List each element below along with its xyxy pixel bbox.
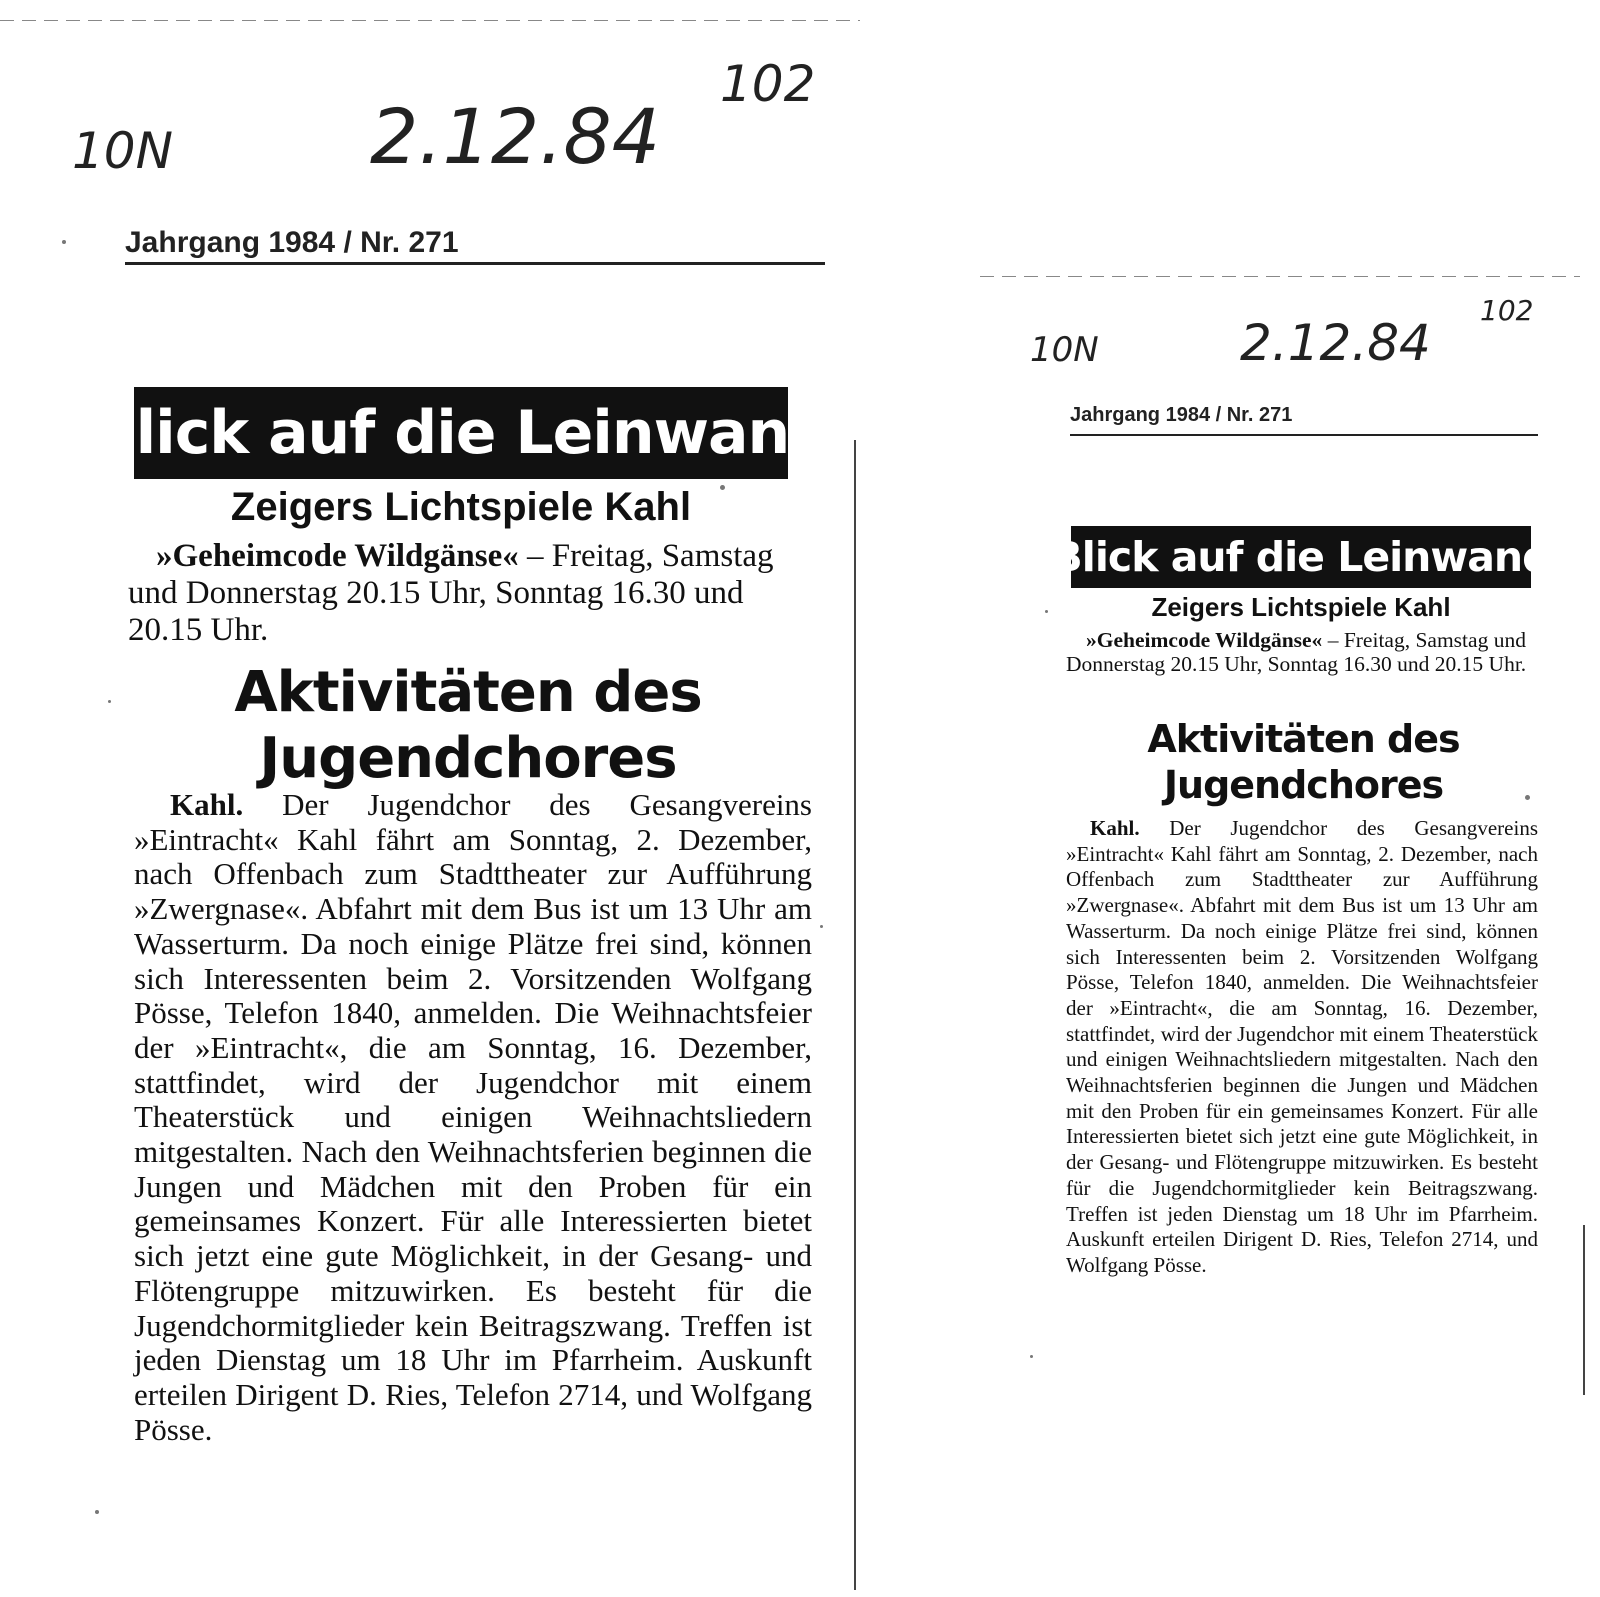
film-title: »Geheimcode Wildgänse« (1086, 628, 1323, 652)
handwritten-left-mark: 10N (72, 122, 174, 180)
handwritten-right-mark: 102 (1480, 294, 1534, 327)
photocopy-speck (1045, 610, 1048, 613)
handwritten-right-mark: 102 (720, 55, 816, 113)
headline-line-2: Jugendchores (1163, 763, 1444, 807)
film-title: »Geheimcode Wildgänse« (156, 538, 519, 574)
issue-line: Jahrgang 1984 / Nr. 271 (1070, 404, 1293, 426)
section-banner: Blick auf die Leinwand (134, 387, 788, 479)
film-schedule: – Freitag, Samstag und Donnerstag 20.15 Uhr, Sonntag 16.30 und 20.15 Uhr. (1066, 628, 1527, 676)
photocopy-speck (108, 700, 111, 703)
clipping-small (980, 276, 1600, 1396)
issue-rule (1070, 434, 1538, 436)
issue-line: Jahrgang 1984 / Nr. 271 (125, 226, 459, 259)
article-headline (128, 660, 808, 792)
article-headline (1066, 716, 1541, 808)
section-banner: Blick auf die Leinwand (1071, 526, 1531, 588)
article-text: Der Jugendchor des Gesangvereins »Eintracht« Kahl fährt am Sonntag, 2. Dezember, nach Offenbach zum Stadttheater zur Aufführung »Zwergnase«. Abfahrt mit dem Bus ist um 13 Uhr am Wasserturm. Da noch einige Plätze frei sind, können sich Interessenten beim 2. Vorsitzenden Wolfgang Pösse, Telefon 1840, anmelden. Die Weihnachtsfeier der »Eintracht«, die am Sonntag, 16. Dezember, stattfindet, wird der Jugendchor mit einem Theaterstück und einigen Weihnachtsliedern mitgestalten. Nach den Weihnachtsferien beginnen die Jungen und Mädchen mit den Proben für ein gemeinsames Konzert. Für alle Interessierten bietet sich jetzt eine gute Möglichkeit, in der Gesang- und Flötengruppe mitzuwirken. Es besteht für die Jugendchormitglieder kein Beitragszwang. Treffen ist jeden Dienstag um 18 Uhr im Pfarrheim. Auskunft erteilen Dirigent D. Ries, Telefon 2714, und Wolfgang Pösse. (1066, 816, 1538, 1277)
handwritten-left-mark: 10N (1030, 330, 1099, 370)
film-schedule: – Freitag, Samstag und Donnerstag 20.15 Uhr, Sonntag 16.30 und 20.15 Uhr. (128, 538, 774, 648)
photocopy-speck (820, 925, 823, 928)
photocopy-speck (1030, 1355, 1033, 1358)
article-dateline: Kahl. (1090, 816, 1140, 840)
photocopy-speck (720, 485, 725, 490)
article-text: Der Jugendchor des Gesangvereins »Eintracht« Kahl fährt am Sonntag, 2. Dezember, nach Offenbach zum Stadttheater zur Aufführung »Zwergnase«. Abfahrt mit dem Bus ist um 13 Uhr am Wasserturm. Da noch einige Plätze frei sind, können sich Interessenten beim 2. Vorsitzenden Wolfgang Pösse, Telefon 1840, anmelden. Die Weihnachtsfeier der »Eintracht«, die am Sonntag, 16. Dezember, stattfindet, wird der Jugendchor mit einem Theaterstück und einigen Weihnachtsliedern mitgestalten. Nach den Weihnachtsferien beginnen die Jungen und Mädchen mit den Proben für ein gemeinsames Konzert. Für alle Interessierten bietet sich jetzt eine gute Möglichkeit, in der Gesang- und Flötengruppe mitzuwirken. Es besteht für die Jugendchormitglieder kein Beitragszwang. Treffen ist jeden Dienstag um 18 Uhr im Pfarrheim. Auskunft erteilen Dirigent D. Ries, Telefon 2714, und Wolfgang Pösse. (134, 787, 812, 1447)
handwritten-date: 2.12.84 (1240, 314, 1431, 372)
film-showing (1066, 628, 1541, 676)
photocopy-speck (1525, 795, 1530, 800)
article-dateline: Kahl. (170, 787, 244, 822)
article-body (1066, 816, 1538, 1279)
headline-line-1: Aktivitäten des (1147, 717, 1460, 761)
handwritten-date: 2.12.84 (370, 92, 661, 181)
article-body (134, 788, 812, 1447)
cinema-name: Zeigers Lichtspiele Kahl (230, 485, 692, 529)
issue-rule (125, 262, 825, 265)
headline-line-2: Jugendchores (259, 726, 677, 791)
headline-line-1: Aktivitäten des (234, 660, 702, 725)
photocopy-speck (95, 1510, 99, 1514)
film-showing (128, 538, 808, 649)
photocopy-speck (62, 240, 66, 244)
cinema-name: Zeigers Lichtspiele Kahl (1151, 592, 1451, 622)
